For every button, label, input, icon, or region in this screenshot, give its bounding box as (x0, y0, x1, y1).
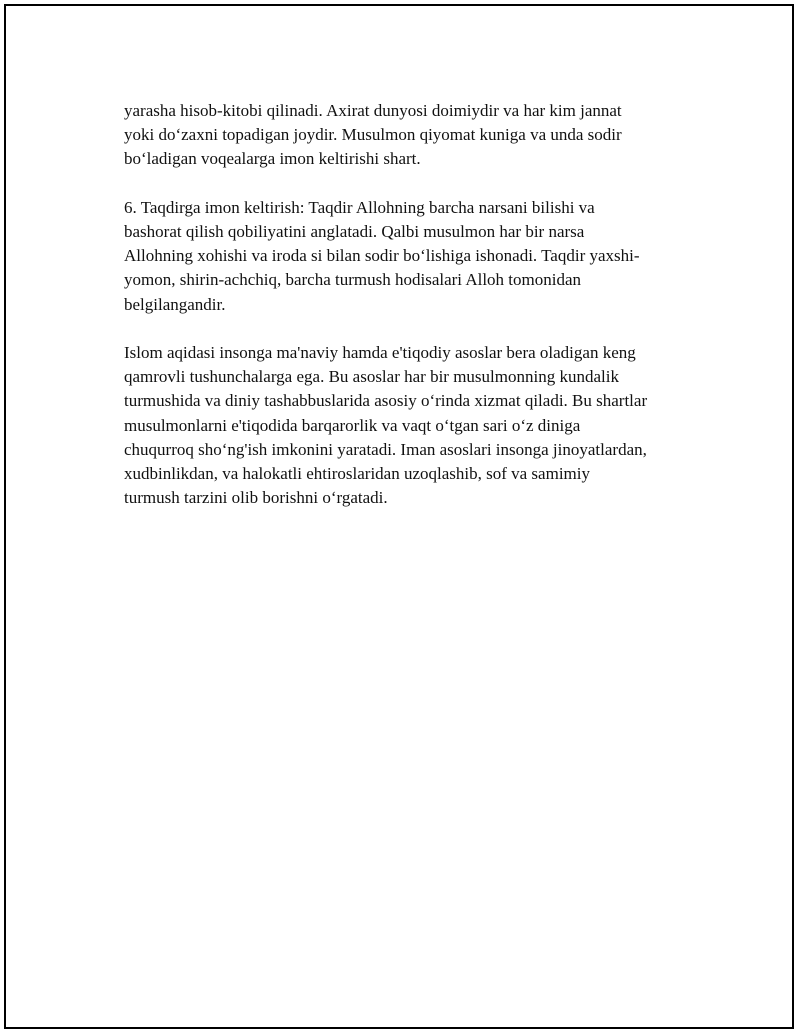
text-line: yomon, shirin-achchiq, barcha turmush hodisalari Alloh tomonidan (124, 270, 582, 290)
text-line: yarasha hisob-kitobi qilinadi. Axirat dunyosi doimiydir va har kim jannat (124, 101, 622, 120)
text-line: qamrovli tushunchalarga ega. Bu asoslar har bir musulmonning kundalik (124, 367, 619, 387)
text-line: chuqurroq sho‘ng'ish imkonini yaratadi. Iman asoslari insonga jinoyatlardan, (124, 439, 647, 459)
text-line: Islom aqidasi insonga ma'naviy hamda e'tiqodiy asoslar bera oladigan keng (124, 343, 636, 362)
text-line: 6. Taqdirga imon keltirish: Taqdir Allohning barcha narsani bilishi va (124, 197, 595, 217)
text-line: xudbinlikdan, va halokatli ehtiroslaridan uzoqlashib, sof va samimiy (124, 464, 590, 484)
text-line: belgilangandir. (124, 294, 226, 314)
text-line: turmushida va diniy tashabbuslarida asosiy o‘rinda xizmat qiladi. Bu shartlar (124, 391, 648, 411)
text-line: turmush tarzini olib borishni o‘rgatadi. (124, 488, 388, 508)
text-line: bashorat qilish qobiliyatini anglatadi. Qalbi musulmon har bir narsa (124, 222, 585, 241)
paragraph-afterlife-continuation (124, 99, 699, 172)
paragraph-islom-aqidasi (124, 341, 699, 510)
paragraph-taqdir (124, 196, 699, 317)
text-line: bo‘ladigan voqealarga imon keltirishi shart. (124, 149, 421, 169)
text-line: yoki do‘zaxni topadigan joydir. Musulmon qiyomat kuniga va unda sodir (124, 125, 622, 145)
page (4, 4, 794, 1029)
text-line: musulmonlarni e'tiqodida barqarorlik va vaqt o‘tgan sari o‘z diniga (124, 415, 581, 435)
text-line: Allohning xohishi va iroda si bilan sodir bo‘lishiga ishonadi. Taqdir yaxshi- (124, 246, 640, 266)
document-body (124, 99, 699, 535)
